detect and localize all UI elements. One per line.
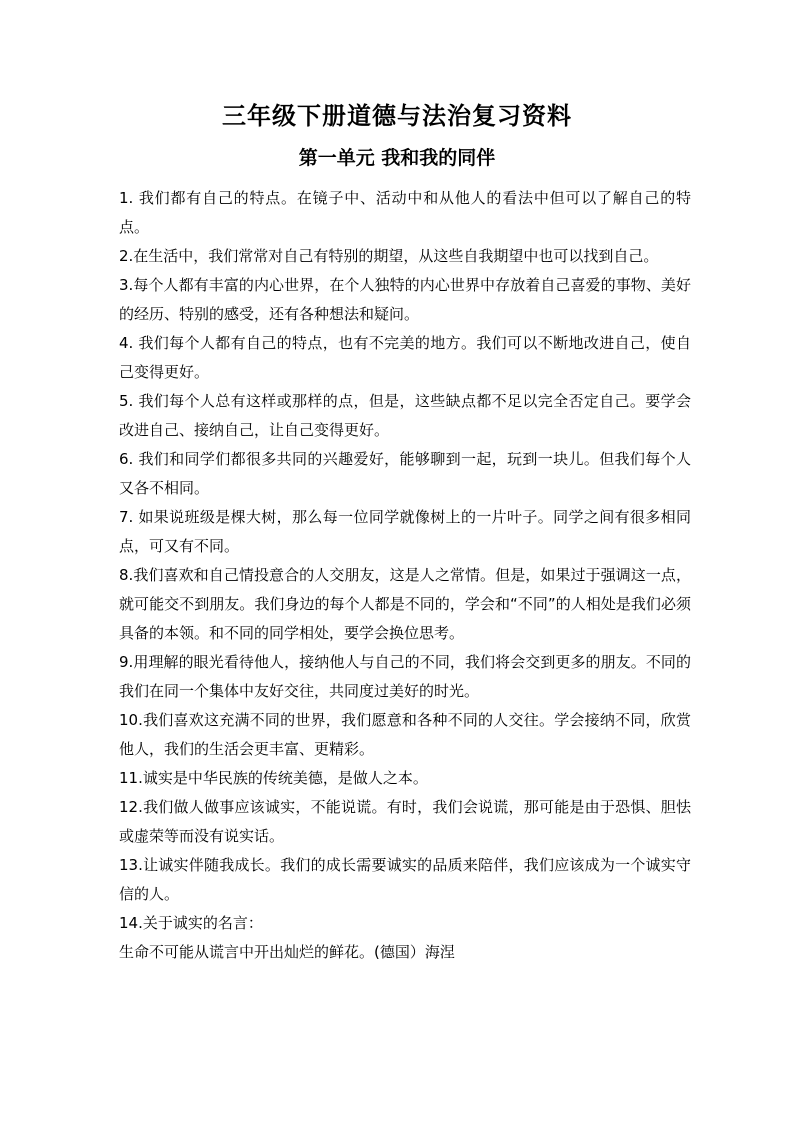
paragraph-12: 12.我们做人做事应该诚实，不能说谎。有时，我们会说谎，那可能是由于恐惧、胆怯或虚荣等而没有说实话。 xyxy=(119,798,691,845)
page-title: 三年级下册道德与法治复习资料 xyxy=(222,101,572,130)
content-body xyxy=(119,184,691,967)
paragraph-11: 11.诚实是中华民族的传统美德，是做人之本。 xyxy=(119,769,428,787)
paragraph-3: 3.每个人都有丰富的内心世界，在个人独特的内心世界中存放着自己喜爱的事物、美好的经历、特别的感受，还有各种想法和疑问。 xyxy=(119,276,691,323)
paragraph-14: 14.关于诚实的名言： xyxy=(119,914,263,932)
paragraph-7: 7. 如果说班级是棵大树，那么每一位同学就像树上的一片叶子。同学之间有很多相同点，可又有不同。 xyxy=(119,508,691,555)
paragraph-9: 9.用理解的眼光看待他人，接纳他人与自己的不同，我们将会交到更多的朋友。不同的我们在同一个集体中友好交往，共同度过美好的时光。 xyxy=(119,653,691,700)
paragraph-8: 8.我们喜欢和自己情投意合的人交朋友，这是人之常情。但是，如果过于强调这一点，就可能交不到朋友。我们身边的每个人都是不同的，学会和“不同”的人相处是我们必须具备的本领。和不同的同学相处，要学会换位思考。 xyxy=(119,566,691,642)
paragraph-2: 2.在生活中，我们常常对自己有特别的期望，从这些自我期望中也可以找到自己。 xyxy=(119,247,659,265)
paragraph-13: 13.让诚实伴随我成长。我们的成长需要诚实的品质来陪伴，我们应该成为一个诚实守信的人。 xyxy=(119,856,691,903)
paragraph-5: 5. 我们每个人总有这样或那样的点，但是，这些缺点都不足以完全否定自己。要学会改进自己、接纳自己，让自己变得更好。 xyxy=(119,392,691,439)
unit-title: 第一单元 我和我的同伴 xyxy=(298,147,496,169)
paragraph-10: 10.我们喜欢这充满不同的世界，我们愿意和各种不同的人交往。学会接纳不同，欣赏他人，我们的生活会更丰富、更精彩。 xyxy=(119,711,691,758)
paragraph-4: 4. 我们每个人都有自己的特点，也有不完美的地方。我们可以不断地改进自己，使自己变得更好。 xyxy=(119,334,691,381)
quote-line: 生命不可能从谎言中开出灿烂的鲜花。(德国）海涅 xyxy=(119,943,455,961)
paragraph-6: 6. 我们和同学们都很多共同的兴趣爱好，能够聊到一起，玩到一块儿。但我们每个人又各不相同。 xyxy=(119,450,691,497)
paragraph-1: 1. 我们都有自己的特点。在镜子中、活动中和从他人的看法中但可以了解自己的特点。 xyxy=(119,189,691,236)
